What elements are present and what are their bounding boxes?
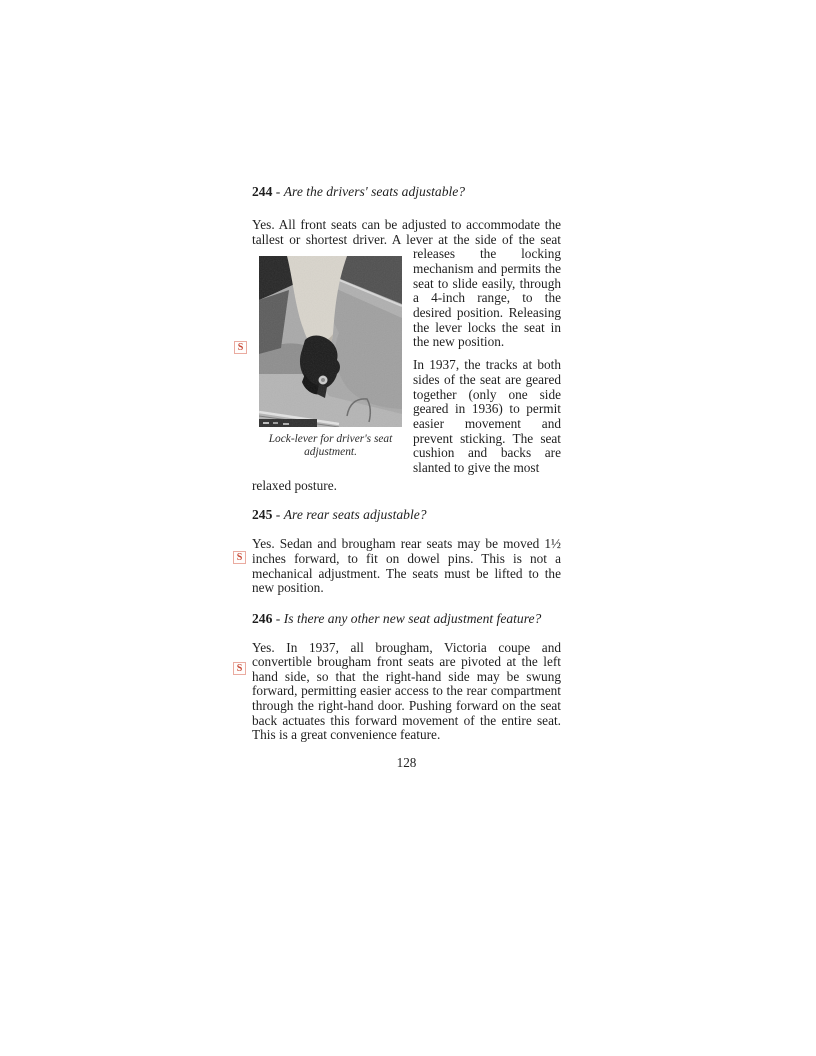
question-245-text: Are rear seats adjustable?	[283, 507, 427, 523]
page-number: 128	[396, 755, 417, 770]
question-245-heading	[252, 507, 561, 522]
question-246-number: 246	[252, 610, 273, 626]
question-244-dash: -	[275, 184, 281, 199]
margin-marker-s-2	[233, 551, 246, 564]
seat-lever-photo	[259, 256, 402, 427]
margin-marker-label: S	[237, 342, 244, 353]
question-244-heading	[252, 184, 561, 199]
margin-marker-s-1	[234, 341, 247, 354]
question-246-text: Is there any other new seat adjustment feature?	[283, 610, 542, 626]
answer-244-paragraph-2: In 1937, the tracks at both sides of the seat are geared together (only one side geared in 1936) to permit easier movement and prevent sticking. The seat cushion and backs are slanted to give the most	[413, 357, 561, 476]
figure-row	[252, 247, 561, 476]
question-245-dash: -	[275, 507, 281, 523]
question-246-dash: -	[275, 610, 281, 626]
question-244-text: Are the drivers' seats adjustable?	[283, 184, 466, 199]
question-244-number: 244	[252, 184, 273, 199]
answer-244-paragraph-1: releases the locking mechanism and permits the seat to slide easily, through a 4-inch range, to the desired position. Releasing the lever locks the seat in the new position.	[413, 246, 561, 350]
margin-marker-label: S	[236, 552, 243, 563]
answer-244-side-column	[413, 247, 561, 476]
page-content	[252, 184, 561, 743]
question-246-heading	[252, 611, 561, 626]
question-245-number: 245	[252, 507, 273, 523]
answer-244-intro: Yes. All front seats can be adjusted to accommodate the tallest or shortest driver. A lever at the side of the seat	[252, 217, 561, 247]
figure-caption: Lock-lever for driver's seat adjustment.	[268, 433, 393, 459]
margin-marker-label: S	[236, 663, 243, 674]
answer-244-tail: relaxed posture.	[252, 477, 337, 493]
answer-246-paragraph: Yes. In 1937, all brougham, Victoria coupe and convertible brougham front seats are pivoted at the left hand side, so that the right-hand side may be swung forward, permitting easier access to the rear compartment through the right-hand door. Pushing forward on the seat back actuates this forward movement of the entire seat. This is a great convenience feature.	[252, 639, 561, 743]
answer-245-paragraph: Yes. Sedan and brougham rear seats may be moved 1½ inches forward, to fit on dowel pins. This is not a mechanical adjustment. The seats must be lifted to the new position.	[252, 536, 561, 596]
figure-seat-lever	[259, 256, 402, 459]
margin-marker-s-3	[233, 662, 246, 675]
